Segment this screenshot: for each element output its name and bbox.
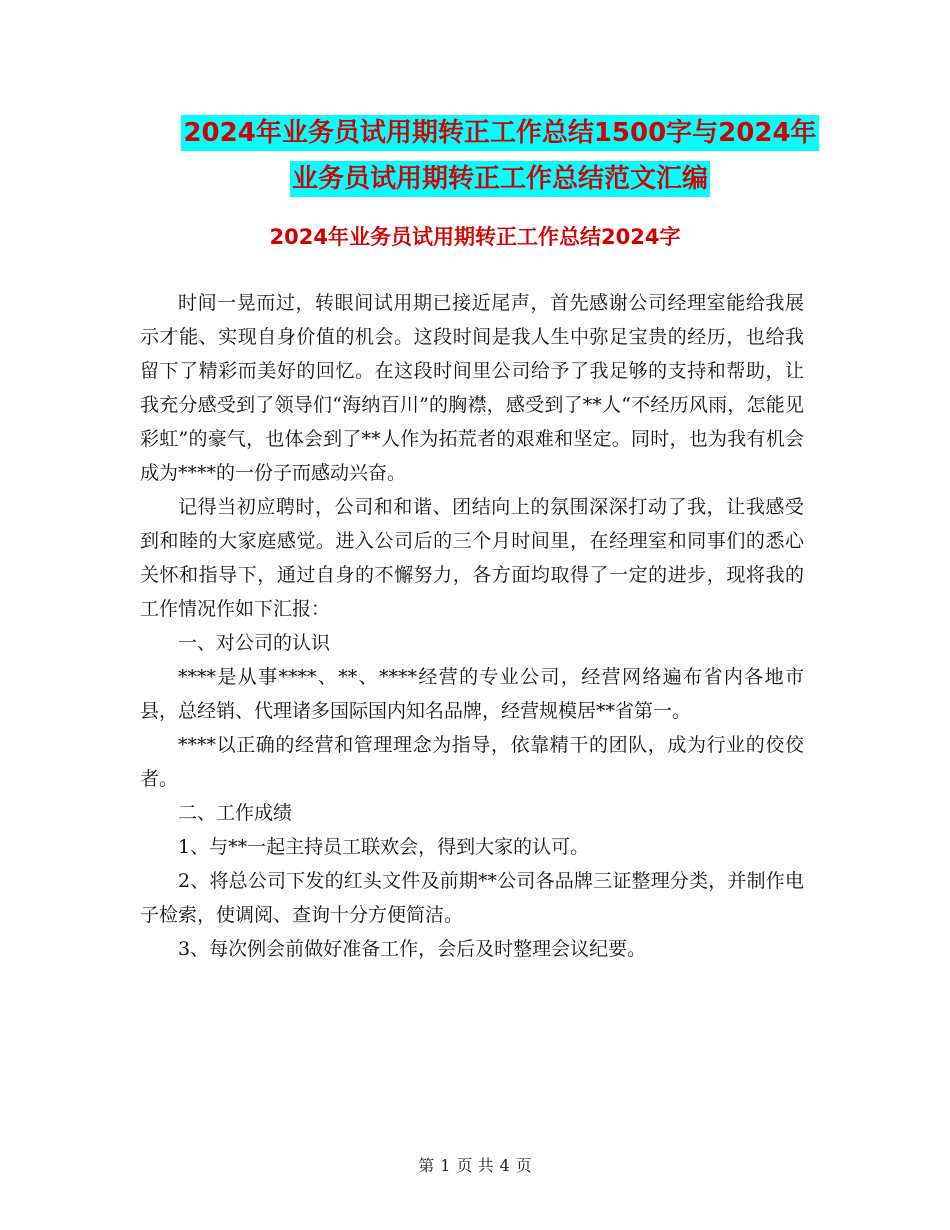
section-heading: 一、对公司的认识	[178, 632, 331, 654]
section-heading: 二、工作成绩	[178, 802, 293, 824]
paragraph: 时间一晃而过，转眼间试用期已接近尾声，首先感谢公司经理室能给我展示才能、实现自身价值的机会。这段时间是我人生中弥足宝贵的经历，也给我留下了精彩而美好的回忆。在这段时间里公司给予了我足够的支持和帮助，让我充分感受到了领导们“海纳百川”的胸襟，感受到了**人“不经历风雨，怎能见彩虹”的豪气，也体会到了**人作为拓荒者的艰难和坚定。同时，也为我有机会成为****的一份子而感动兴奋。	[140, 292, 804, 484]
paragraph: ****是从事****、**、****经营的专业公司，经营网络遍布省内各地市县，总经销、代理诸多国际国内知名品牌，经营规模居**省第一。	[140, 666, 804, 722]
total-pages: 4	[499, 1156, 510, 1175]
paragraph: 记得当初应聘时，公司和和谐、团结向上的氛围深深打动了我，让我感受到和睦的大家庭感觉。进入公司后的三个月时间里，在经理室和同事们的悉心关怀和指导下，通过自身的不懈努力，各方面均取得了一定的进步，现将我的工作情况作如下汇报：	[140, 496, 804, 620]
page-label-prefix: 第	[418, 1156, 435, 1175]
document-title-line-1: 2024年业务员试用期转正工作总结1500字与2024年	[181, 115, 818, 151]
page-label-mid: 页 共	[456, 1156, 494, 1175]
list-item: 1、与**一起主持员工联欢会，得到大家的认可。	[178, 836, 590, 858]
document-body	[140, 286, 804, 966]
document-title-line-2: 业务员试用期转正工作总结范文汇编	[290, 161, 710, 197]
document-title	[180, 110, 820, 202]
list-item: 3、每次例会前做好准备工作，会后及时整理会议纪要。	[178, 938, 647, 960]
section-title: 2024年业务员试用期转正工作总结2024字	[269, 225, 681, 249]
page-label-suffix: 页	[515, 1156, 532, 1175]
list-item: 2、将总公司下发的红头文件及前期**公司各品牌三证整理分类，并制作电子检索，使调阅、查询十分方便简洁。	[140, 870, 804, 926]
page-number: 1	[440, 1156, 451, 1175]
page-footer	[0, 1153, 950, 1176]
paragraph: ****以正确的经营和管理理念为指导，依靠精干的团队，成为行业的佼佼者。	[140, 734, 804, 790]
